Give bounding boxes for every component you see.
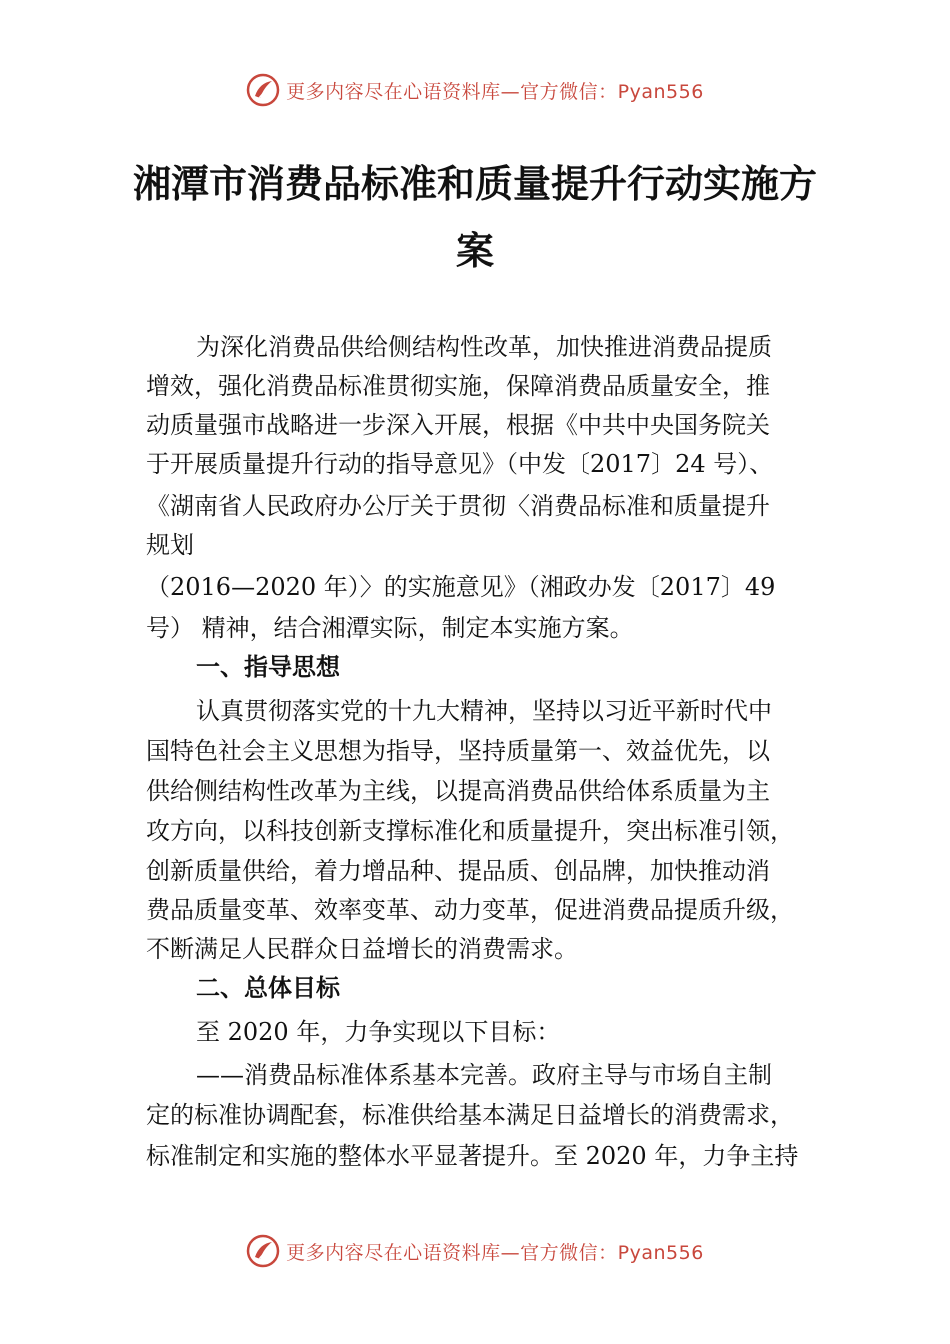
text-line: 国特色社会主义思想为指导，坚持质量第一、效益优先，以 xyxy=(146,737,770,765)
text-line: 动质量强市战略进一步深入开展，根据《中共中央国务院关 xyxy=(146,411,770,439)
watermark-text: 更多内容尽在心语资料库—官方微信：Pyan556 xyxy=(286,1241,704,1264)
text-line: 《湖南省人民政府办公厅关于贯彻〈消费品标准和质量提升 xyxy=(146,492,770,520)
text-line: 认真贯彻落实党的十九大精神，坚持以习近平新时代中 xyxy=(196,697,772,725)
text-line: （2016—2020 年）〉的实施意见》（湘政办发〔2017〕49 xyxy=(146,573,776,601)
text-line: 攻方向，以科技创新支撑标准化和质量提升，突出标准引领， xyxy=(146,817,794,845)
text-line: 供给侧结构性改革为主线，以提高消费品供给体系质量为主 xyxy=(146,777,770,805)
text-line: 至 2020 年，力争实现以下目标： xyxy=(196,1018,561,1046)
text-line: 创新质量供给，着力增品种、提品质、创品牌，加快推动消 xyxy=(146,857,770,885)
text-line: 增效，强化消费品标准贯彻实施，保障消费品质量安全，推 xyxy=(146,372,770,400)
seal-logo-icon xyxy=(246,73,280,107)
text-line: 为深化消费品供给侧结构性改革，加快推进消费品提质 xyxy=(196,333,772,361)
document-title-line-1: 湘潭市消费品标准和质量提升行动实施方 xyxy=(132,161,817,206)
text-line: 不断满足人民群众日益增长的消费需求。 xyxy=(146,935,578,963)
document-title-line-2: 案 xyxy=(455,228,494,273)
text-line: 标准制定和实施的整体水平显著提升。至 2020 年，力争主持 xyxy=(146,1142,799,1170)
text-line: 定的标准协调配套，标准供给基本满足日益增长的消费需求， xyxy=(146,1101,794,1129)
section-heading-overall-goals: 二、总体目标 xyxy=(196,974,340,1002)
text-line: 规划 xyxy=(146,531,194,559)
seal-logo-icon xyxy=(246,1234,280,1268)
watermark-header xyxy=(0,68,950,112)
text-line: 号） 精神，结合湘潭实际，制定本实施方案。 xyxy=(146,614,634,642)
watermark-footer xyxy=(0,1229,950,1273)
text-line: 于开展质量提升行动的指导意见》（中发〔2017〕24 号）、 xyxy=(146,450,774,478)
text-line: ——消费品标准体系基本完善。政府主导与市场自主制 xyxy=(196,1061,772,1089)
text-line: 费品质量变革、效率变革、动力变革，促进消费品提质升级， xyxy=(146,896,794,924)
section-heading-guiding-ideology: 一、指导思想 xyxy=(196,653,340,681)
watermark-text: 更多内容尽在心语资料库—官方微信：Pyan556 xyxy=(286,80,704,103)
